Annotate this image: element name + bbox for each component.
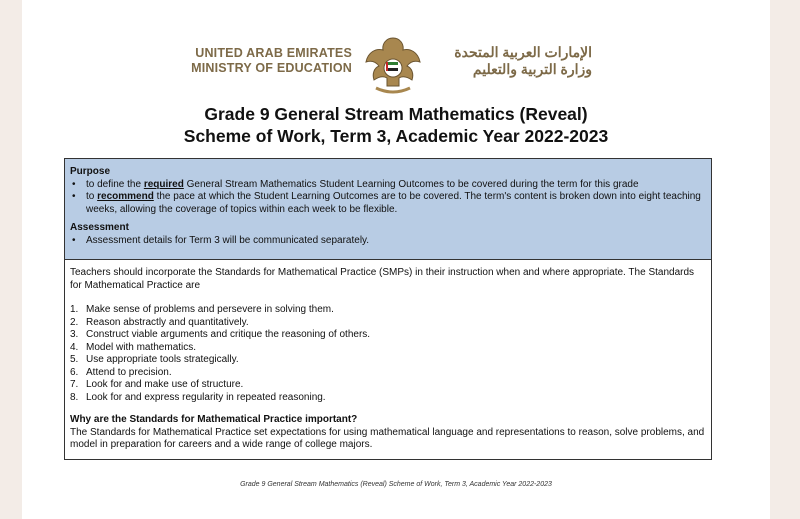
list-item: 5. Use appropriate tools strategically. <box>70 354 239 365</box>
list-item: 2. Reason abstractly and quantitatively. <box>70 316 249 328</box>
smp-intro: Teachers should incorporate the Standards for Mathematical Practice (SMPs) in their instruction when and where appropriate. The Standards for Mathematical Practice are <box>70 267 695 291</box>
purpose-bullet-1: • to define the required General Stream Mathematics Student Learning Outcomes to be covered during the term for this grade <box>70 179 706 192</box>
why-smp-text: The Standards for Mathematical Practice set expectations for using mathematical language and representations to reason, solve problems, and model in preparation for careers and a wide range of college majors. <box>70 426 705 450</box>
why-smp-heading: Why are the Standards for Mathematical Practice important? <box>70 414 358 425</box>
purpose-heading: Purpose <box>70 166 111 177</box>
document-title: Grade 9 General Stream Mathematics (Reveal) Scheme of Work, Term 3, Academic Year 2022-2023 <box>183 104 609 146</box>
smp-section <box>65 261 711 452</box>
smp-list <box>70 304 706 404</box>
assessment-bullet: • Assessment details for Term 3 will be communicated separately. <box>70 235 706 248</box>
page-footer: Grade 9 General Stream Mathematics (Reveal) Scheme of Work, Term 3, Academic Year 2022-2023 <box>240 481 552 488</box>
list-item: 8. Look for and express regularity in repeated reasoning. <box>70 391 326 403</box>
ministry-header <box>22 30 770 100</box>
purpose-section <box>65 159 711 260</box>
list-item: 3. Construct viable arguments and critique the reasoning of others. <box>70 329 371 340</box>
page-margin <box>770 0 800 519</box>
purpose-bullet-2: • to recommend the pace at which the Student Learning Outcomes are to be covered. The term's content is broken down into eight teaching weeks, allowing the coverage of topics within each week to be flexible. <box>70 191 706 216</box>
document-page <box>22 0 770 519</box>
list-item: 7. Look for and make use of structure. <box>70 379 244 390</box>
scheme-table <box>64 158 712 460</box>
list-item: 1. Make sense of problems and persevere in solving them. <box>70 304 334 315</box>
list-item: 6. Attend to precision. <box>70 366 172 378</box>
ministry-name-arabic: الإمارات العربية المتحدة وزارة التربية والتعليم <box>454 44 592 77</box>
assessment-heading: Assessment <box>70 222 129 233</box>
uae-emblem-logo <box>362 32 424 98</box>
ministry-name-english: UNITED ARAB EMIRATES MINISTRY OF EDUCATION <box>191 46 352 75</box>
list-item: 4. Model with mathematics. <box>70 341 197 353</box>
